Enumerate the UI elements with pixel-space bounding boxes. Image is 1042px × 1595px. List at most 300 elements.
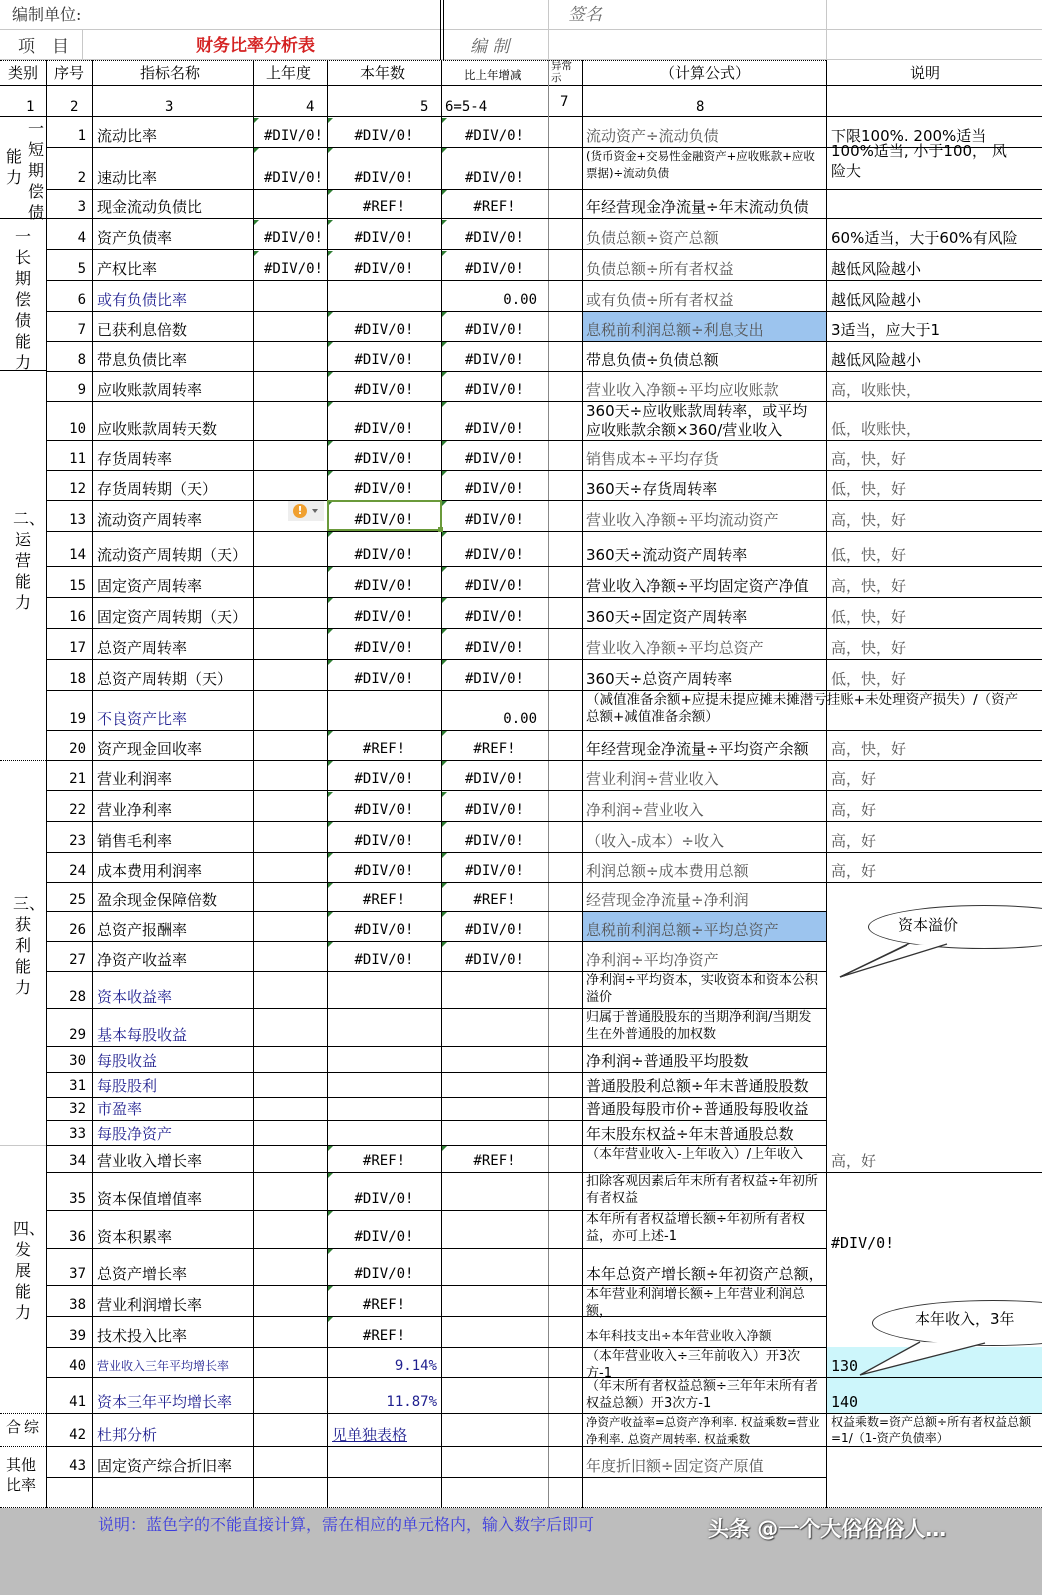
formula-marker-icon bbox=[442, 912, 447, 917]
formula-marker-icon bbox=[442, 118, 447, 123]
row-seq: 37 bbox=[69, 1266, 86, 1282]
row-formula[interactable]: 年度折旧额÷固定资产原值 bbox=[586, 1457, 764, 1475]
formula-marker-icon bbox=[442, 532, 447, 537]
formula-marker-icon bbox=[442, 792, 447, 797]
formula-marker-icon bbox=[442, 629, 447, 634]
formula-marker-icon bbox=[328, 792, 333, 797]
row-this-year[interactable]: #DIV/0! bbox=[354, 322, 414, 338]
row-prev-year[interactable]: #DIV/0! bbox=[263, 230, 323, 246]
row-change[interactable]: #DIV/0! bbox=[464, 863, 524, 879]
colnum-7: 7 bbox=[560, 94, 569, 110]
row-formula[interactable]: （减值准备余额+应提未提应摊未摊潜亏挂账+未处理资产损失）/（资产总额+减值准备余额） bbox=[586, 692, 1019, 725]
row-prev-year[interactable]: #DIV/0! bbox=[263, 128, 323, 144]
footer-note: 说明：蓝色字的不能直接计算，需在相应的单元格内，输入数字后即可 bbox=[98, 1515, 595, 1534]
row-note[interactable]: 高，收账快， bbox=[831, 381, 922, 399]
row-seq: 12 bbox=[69, 481, 86, 497]
row-name[interactable]: 固定资产综合折旧率 bbox=[97, 1457, 233, 1475]
row-change[interactable]: #DIV/0! bbox=[464, 578, 524, 594]
formula-marker-icon bbox=[328, 761, 333, 766]
row-change[interactable]: #DIV/0! bbox=[464, 382, 524, 398]
page-title: 财务比率分析表 bbox=[196, 36, 315, 56]
row-note[interactable]: 越低风险越小 bbox=[831, 291, 922, 309]
row-formula[interactable]: 营业收入净额÷平均固定资产净值 bbox=[586, 577, 809, 595]
row-formula[interactable]: 净利润÷平均资本，实收资本和资本公积溢价 bbox=[586, 973, 818, 1005]
callout-capital-premium-text: 资本溢价 bbox=[898, 916, 959, 934]
row-change[interactable]: #DIV/0! bbox=[464, 640, 524, 656]
row-formula[interactable]: 本年营业利润增长额÷上年营业利润总额， bbox=[586, 1287, 805, 1319]
row-change[interactable]: #DIV/0! bbox=[464, 230, 524, 246]
row-formula[interactable]: 本年所有者权益增长额÷年初所有者权益，亦可上述-1 bbox=[586, 1212, 805, 1244]
row-note[interactable]: 高，快，好 bbox=[831, 450, 907, 468]
row-change[interactable]: #DIV/0! bbox=[464, 128, 524, 144]
row-change[interactable]: #DIV/0! bbox=[464, 547, 524, 563]
col-change: 比上年增减 bbox=[464, 68, 522, 82]
row-seq: 26 bbox=[69, 922, 86, 938]
row-formula[interactable]: 息税前利润总额÷平均总资产 bbox=[586, 921, 779, 939]
row-seq: 24 bbox=[69, 863, 86, 879]
formula-marker-icon bbox=[254, 148, 259, 153]
row-note[interactable]: 低，快，好 bbox=[831, 546, 907, 564]
row-note[interactable]: 下限100%. 200%适当 bbox=[831, 127, 987, 145]
row-this-year[interactable]: #REF! bbox=[362, 1328, 406, 1344]
row-seq: 14 bbox=[69, 547, 86, 563]
row-formula[interactable]: 经营现金净流量÷净利润 bbox=[586, 891, 749, 909]
formula-marker-icon bbox=[442, 822, 447, 827]
row-formula[interactable]: 360天÷固定资产周转率 bbox=[586, 608, 748, 626]
formula-marker-icon bbox=[442, 567, 447, 572]
item-label: 项 目 bbox=[18, 37, 69, 57]
formula-marker-icon bbox=[328, 118, 333, 123]
row-name[interactable]: 市盈率 bbox=[97, 1100, 143, 1118]
formula-marker-icon bbox=[328, 532, 333, 537]
row-seq: 27 bbox=[69, 952, 86, 968]
row-this-year[interactable]: #DIV/0! bbox=[354, 451, 414, 467]
row-note[interactable]: 越低风险越小 bbox=[831, 260, 922, 278]
row-this-year[interactable]: #DIV/0! bbox=[354, 170, 414, 186]
row-note[interactable]: 高，好 bbox=[831, 862, 877, 880]
row-name[interactable]: 不良资产比率 bbox=[97, 710, 188, 728]
row-seq: 1 bbox=[77, 128, 86, 144]
row-formula[interactable]: 360天÷应收账款周转率，或平均应收账款余额×360/营业收入 bbox=[586, 402, 808, 439]
row-formula[interactable]: 年末股东权益÷年末普通股总数 bbox=[586, 1125, 794, 1143]
row-change[interactable]: #DIV/0! bbox=[464, 802, 524, 818]
row-formula[interactable]: (货币资金+交易性金融资产+应收账款+应收票据)÷流动负债 bbox=[586, 149, 815, 180]
formula-marker-icon bbox=[328, 822, 333, 827]
row-change[interactable]: #DIV/0! bbox=[464, 352, 524, 368]
row-note[interactable]: 低，快，好 bbox=[831, 670, 907, 688]
row-note[interactable]: #DIV/0! bbox=[831, 1234, 895, 1252]
row-this-year[interactable]: #REF! bbox=[362, 892, 406, 908]
row-change[interactable]: #DIV/0! bbox=[464, 771, 524, 787]
row-name[interactable]: 或有负债比率 bbox=[97, 291, 188, 309]
row-formula[interactable]: （年末所有者权益总额÷三年年末所有者权益总额）开3次方-1 bbox=[586, 1379, 818, 1411]
row-name[interactable]: 应收账款周转率 bbox=[97, 381, 203, 399]
row-name[interactable]: 营业净利率 bbox=[97, 801, 173, 819]
row-note[interactable]: 60%适当，大于60%有风险 bbox=[831, 229, 1018, 247]
formula-marker-icon bbox=[328, 220, 333, 225]
callout-three-year-text: 本年收入，3年 bbox=[915, 1310, 1015, 1328]
colnum-4: 4 bbox=[306, 99, 315, 115]
row-formula[interactable]: 销售成本÷平均存货 bbox=[586, 450, 719, 468]
formula-marker-icon bbox=[328, 471, 333, 476]
row-seq: 43 bbox=[69, 1458, 86, 1474]
row-name[interactable]: 资本保值增值率 bbox=[97, 1190, 203, 1208]
row-seq: 9 bbox=[77, 382, 86, 398]
row-change[interactable]: #DIV/0! bbox=[464, 170, 524, 186]
formula-marker-icon bbox=[328, 402, 333, 407]
formula-marker-icon bbox=[328, 660, 333, 665]
dupont-link[interactable]: 见单独表格 bbox=[332, 1426, 408, 1444]
formula-marker-icon bbox=[442, 372, 447, 377]
formula-marker-icon bbox=[328, 342, 333, 347]
row-formula[interactable]: （收入-成本）÷收入 bbox=[586, 832, 724, 850]
row-change[interactable]: #DIV/0! bbox=[464, 512, 524, 528]
row-change[interactable]: #DIV/0! bbox=[464, 322, 524, 338]
row-change[interactable]: #DIV/0! bbox=[464, 421, 524, 437]
row-this-year[interactable]: #DIV/0! bbox=[354, 481, 414, 497]
row-note[interactable]: 高，快，好 bbox=[831, 511, 907, 529]
row-seq: 4 bbox=[77, 230, 86, 246]
category-profitability: 三、获利能力 bbox=[13, 894, 46, 997]
fill-handle[interactable] bbox=[438, 527, 443, 532]
row-formula[interactable]: 归属于普通股股东的当期净利润/当期发生在外普通股的加权数 bbox=[586, 1010, 812, 1042]
row-note[interactable]: 低，收账快， bbox=[831, 420, 922, 438]
row-name[interactable]: 每股净资产 bbox=[97, 1125, 173, 1143]
row-this-year[interactable]: #REF! bbox=[362, 1297, 406, 1313]
row-change[interactable]: #DIV/0! bbox=[464, 833, 524, 849]
formula-marker-icon bbox=[442, 148, 447, 153]
row-this-year[interactable]: #DIV/0! bbox=[354, 671, 414, 687]
col-note: 说明 bbox=[910, 64, 941, 82]
row-name[interactable]: 流动资产周转率 bbox=[97, 511, 203, 529]
row-name[interactable]: 基本每股收益 bbox=[97, 1026, 188, 1044]
formula-marker-icon bbox=[328, 942, 333, 947]
row-this-year[interactable]: #DIV/0! bbox=[354, 547, 414, 563]
row-change[interactable]: #REF! bbox=[473, 1153, 516, 1169]
formula-marker-icon bbox=[442, 342, 447, 347]
row-prev-year[interactable]: #DIV/0! bbox=[263, 170, 323, 186]
formula-marker-icon bbox=[328, 1249, 333, 1254]
row-this-year[interactable]: #DIV/0! bbox=[354, 863, 414, 879]
row-formula[interactable]: 年经营现金净流量÷平均资产余额 bbox=[586, 740, 809, 758]
row-formula[interactable]: 年经营现金净流量÷年末流动负债 bbox=[586, 198, 809, 216]
row-this-year[interactable]: #REF! bbox=[362, 741, 406, 757]
unit-label: 编制单位: bbox=[12, 5, 82, 24]
colnum-5: 5 bbox=[420, 99, 429, 115]
row-name[interactable]: 产权比率 bbox=[97, 260, 158, 278]
row-seq: 39 bbox=[69, 1328, 86, 1344]
row-name[interactable]: 流动资产周转期（天） bbox=[97, 546, 248, 564]
row-formula[interactable]: （本年营业收入-上年收入）/上年收入 bbox=[586, 1147, 804, 1162]
row-name[interactable]: 资本收益率 bbox=[97, 988, 173, 1006]
colnum-2: 2 bbox=[70, 99, 79, 115]
row-seq: 18 bbox=[69, 671, 86, 687]
colnum-1: 1 bbox=[26, 99, 35, 115]
row-name[interactable]: 总资产周转率 bbox=[97, 639, 188, 657]
row-seq: 6 bbox=[77, 292, 86, 308]
row-change[interactable]: #REF! bbox=[473, 892, 516, 908]
row-this-year[interactable]: #DIV/0! bbox=[354, 1229, 414, 1245]
formula-marker-icon bbox=[254, 251, 259, 256]
row-formula[interactable]: 负债总额÷所有者权益 bbox=[586, 260, 734, 278]
formula-marker-icon bbox=[328, 1286, 333, 1291]
formula-marker-icon bbox=[328, 1146, 333, 1151]
row-name[interactable]: 现金流动负债比 bbox=[97, 198, 203, 216]
row-this-year[interactable]: #DIV/0! bbox=[354, 230, 414, 246]
formula-marker-icon bbox=[328, 251, 333, 256]
formula-marker-icon bbox=[442, 660, 447, 665]
row-formula[interactable]: 净利润÷平均净资产 bbox=[586, 951, 719, 969]
category-composite: 合综 bbox=[6, 1418, 43, 1436]
formula-marker-icon bbox=[328, 441, 333, 446]
formula-marker-icon bbox=[328, 853, 333, 858]
row-name[interactable]: 带息负债比率 bbox=[97, 351, 188, 369]
row-seq: 40 bbox=[69, 1358, 86, 1374]
row-this-year[interactable]: #REF! bbox=[362, 199, 406, 215]
category-short-term: 一短期偿债 bbox=[27, 119, 44, 222]
row-formula[interactable]: 360天÷存货周转率 bbox=[586, 480, 718, 498]
row-seq: 13 bbox=[69, 512, 86, 528]
row-name[interactable]: 营业收入三年平均增长率 bbox=[97, 1359, 230, 1373]
row-change[interactable]: #DIV/0! bbox=[464, 922, 524, 938]
row-formula[interactable]: 营业收入净额÷平均总资产 bbox=[586, 639, 764, 657]
category-short-term-sub: 能力 bbox=[5, 147, 22, 187]
category-other: 其他比率 bbox=[6, 1456, 37, 1494]
row-change[interactable]: 0.00 bbox=[503, 292, 537, 308]
row-note[interactable]: 高，好 bbox=[831, 770, 877, 788]
row-this-year[interactable]: #DIV/0! bbox=[354, 352, 414, 368]
formula-marker-icon bbox=[442, 501, 447, 506]
row-name[interactable]: 营业利润增长率 bbox=[97, 1296, 203, 1314]
row-name[interactable]: 营业利润率 bbox=[97, 770, 173, 788]
formula-marker-icon bbox=[254, 220, 259, 225]
row-note[interactable]: 越低风险越小 bbox=[831, 351, 922, 369]
row-this-year[interactable]: #DIV/0! bbox=[354, 128, 414, 144]
row-name[interactable]: 杜邦分析 bbox=[97, 1426, 158, 1444]
row-this-year[interactable]: #REF! bbox=[362, 1153, 406, 1169]
row-name[interactable]: 每股股利 bbox=[97, 1077, 158, 1095]
row-seq: 29 bbox=[69, 1027, 86, 1043]
row-name[interactable]: 资产现金回收率 bbox=[97, 740, 203, 758]
formula-marker-icon bbox=[442, 883, 447, 888]
row-seq: 30 bbox=[69, 1053, 86, 1069]
row-name[interactable]: 已获利息倍数 bbox=[97, 321, 188, 339]
row-seq: 10 bbox=[69, 421, 86, 437]
row-note[interactable]: 3适当，应大于1 bbox=[831, 321, 941, 339]
formula-marker-icon bbox=[328, 912, 333, 917]
row-name[interactable]: 总资产周转期（天） bbox=[97, 670, 233, 688]
row-name[interactable]: 资本三年平均增长率 bbox=[97, 1393, 233, 1411]
row-name[interactable]: 存货周转期（天） bbox=[97, 480, 218, 498]
row-this-year[interactable]: #DIV/0! bbox=[354, 922, 414, 938]
chevron-down-icon bbox=[312, 509, 318, 513]
row-formula[interactable]: 普通股股利总额÷年末普通股股数 bbox=[586, 1077, 809, 1095]
row-this-year[interactable]: #DIV/0! bbox=[354, 421, 414, 437]
col-anomaly: 异常示 bbox=[551, 60, 572, 84]
formula-marker-icon bbox=[442, 731, 447, 736]
prepared-label: 编 制 bbox=[470, 37, 510, 57]
row-formula[interactable]: 流动资产÷流动负债 bbox=[586, 127, 719, 145]
formula-marker-icon bbox=[442, 598, 447, 603]
row-formula[interactable]: 带息负债÷负债总额 bbox=[586, 351, 719, 369]
row-name[interactable]: 总资产报酬率 bbox=[97, 921, 188, 939]
row-name[interactable]: 资产负债率 bbox=[97, 229, 173, 247]
row-name[interactable]: 营业收入增长率 bbox=[97, 1152, 203, 1170]
formula-marker-icon bbox=[328, 372, 333, 377]
row-seq: 16 bbox=[69, 609, 86, 625]
category-long-term: 一长期偿债能力 bbox=[14, 227, 31, 372]
colnum-8: 8 bbox=[696, 99, 705, 115]
row-note[interactable]: 高，好 bbox=[831, 1152, 877, 1170]
row-seq: 5 bbox=[77, 261, 86, 277]
row-this-year[interactable]: #DIV/0! bbox=[354, 609, 414, 625]
row-change[interactable]: #DIV/0! bbox=[464, 481, 524, 497]
warning-icon: ! bbox=[293, 504, 307, 518]
formula-marker-icon bbox=[328, 1211, 333, 1216]
row-name[interactable]: 固定资产周转率 bbox=[97, 577, 203, 595]
formula-marker-icon bbox=[442, 1146, 447, 1151]
row-this-year[interactable]: #DIV/0! bbox=[354, 833, 414, 849]
row-change[interactable]: #DIV/0! bbox=[464, 952, 524, 968]
row-this-year[interactable]: #DIV/0! bbox=[354, 771, 414, 787]
row-name[interactable]: 存货周转率 bbox=[97, 450, 173, 468]
formula-marker-icon bbox=[328, 148, 333, 153]
row-formula[interactable]: 净利润÷普通股平均股数 bbox=[586, 1052, 749, 1070]
row-note[interactable]: 130 bbox=[831, 1357, 859, 1375]
category-operating: 二、运营能力 bbox=[13, 509, 46, 612]
row-formula[interactable]: 本年总资产增长额÷年初资产总额， bbox=[586, 1265, 824, 1283]
row-seq: 41 bbox=[69, 1394, 86, 1410]
row-formula[interactable]: 本年科技支出÷本年营业收入净额 bbox=[586, 1328, 772, 1343]
row-seq: 15 bbox=[69, 578, 86, 594]
row-prev-year[interactable]: #DIV/0! bbox=[263, 261, 323, 277]
col-formula: （计算公式） bbox=[660, 64, 751, 82]
row-seq: 19 bbox=[69, 711, 86, 727]
row-name[interactable]: 总资产增长率 bbox=[97, 1265, 188, 1283]
row-change[interactable]: #REF! bbox=[473, 741, 516, 757]
formula-marker-icon bbox=[442, 251, 447, 256]
row-seq: 31 bbox=[69, 1078, 86, 1094]
row-name[interactable]: 速动比率 bbox=[97, 169, 158, 187]
formula-marker-icon bbox=[442, 853, 447, 858]
formula-marker-icon bbox=[254, 118, 259, 123]
col-prev-year: 上年度 bbox=[266, 64, 312, 82]
row-formula[interactable]: （本年营业收入÷三年前收入）开3次方-1 bbox=[586, 1349, 801, 1381]
sign-label: 签名 bbox=[568, 5, 602, 25]
row-formula[interactable]: 净资产收益率=总资产净利率. 权益乘数=营业净利率. 总资产周转率. 权益乘数 bbox=[586, 1415, 820, 1446]
row-formula[interactable]: 或有负债÷所有者权益 bbox=[586, 291, 734, 309]
formula-marker-icon bbox=[328, 567, 333, 572]
row-formula[interactable]: 息税前利润总额÷利息支出 bbox=[586, 321, 764, 339]
row-change[interactable]: #DIV/0! bbox=[464, 671, 524, 687]
row-name[interactable]: 成本费用利润率 bbox=[97, 862, 203, 880]
row-name[interactable]: 技术投入比率 bbox=[97, 1327, 188, 1345]
row-seq: 21 bbox=[69, 771, 86, 787]
row-note[interactable]: 高，快，好 bbox=[831, 740, 907, 758]
row-note[interactable]: 100%适当, 小于100， 风险大 bbox=[831, 142, 1007, 180]
row-this-year[interactable]: #DIV/0! bbox=[354, 1266, 414, 1282]
row-formula[interactable]: 营业收入净额÷平均应收账款 bbox=[586, 381, 779, 399]
row-formula[interactable]: 负债总额÷资产总额 bbox=[586, 229, 719, 247]
row-seq: 34 bbox=[69, 1153, 86, 1169]
formula-marker-icon bbox=[442, 312, 447, 317]
selected-cell[interactable] bbox=[327, 500, 442, 531]
row-name[interactable]: 流动比率 bbox=[97, 127, 158, 145]
row-name[interactable]: 盈余现金保障倍数 bbox=[97, 891, 218, 909]
row-name[interactable]: 每股收益 bbox=[97, 1052, 158, 1070]
row-note[interactable]: 140 bbox=[831, 1393, 859, 1411]
error-smart-tag[interactable] bbox=[288, 501, 324, 521]
row-seq: 42 bbox=[69, 1427, 86, 1443]
row-change[interactable]: 0.00 bbox=[503, 711, 537, 727]
row-formula[interactable]: 利润总额÷成本费用总额 bbox=[586, 862, 749, 880]
row-name[interactable]: 销售毛利率 bbox=[97, 832, 173, 850]
row-seq: 23 bbox=[69, 833, 86, 849]
colnum-3: 3 bbox=[165, 99, 174, 115]
row-seq: 25 bbox=[69, 892, 86, 908]
row-seq: 3 bbox=[77, 199, 86, 215]
row-this-year[interactable]: #DIV/0! bbox=[354, 578, 414, 594]
row-note[interactable]: 高，快，好 bbox=[831, 639, 907, 657]
row-note[interactable]: 高，好 bbox=[831, 832, 877, 850]
colnum-6: 6=5-4 bbox=[445, 99, 488, 115]
row-this-year[interactable]: #DIV/0! bbox=[354, 512, 414, 528]
row-name[interactable]: 资本积累率 bbox=[97, 1228, 173, 1246]
row-this-year[interactable]: 11.87% bbox=[386, 1394, 437, 1410]
row-formula[interactable]: 营业收入净额÷平均流动资产 bbox=[586, 511, 779, 529]
row-change[interactable]: #DIV/0! bbox=[464, 609, 524, 625]
row-this-year[interactable]: #DIV/0! bbox=[354, 1191, 414, 1207]
formula-marker-icon bbox=[328, 312, 333, 317]
row-note[interactable]: 高，快，好 bbox=[831, 577, 907, 595]
row-formula[interactable]: 360天÷总资产周转率 bbox=[586, 670, 733, 688]
row-seq: 22 bbox=[69, 802, 86, 818]
row-change[interactable]: #REF! bbox=[473, 199, 516, 215]
row-name[interactable]: 净资产收益率 bbox=[97, 951, 188, 969]
row-note[interactable]: 低，快，好 bbox=[831, 608, 907, 626]
row-formula[interactable]: 净利润÷营业收入 bbox=[586, 801, 704, 819]
row-formula[interactable]: 普通股每股市价÷普通股每股收益 bbox=[586, 1100, 809, 1118]
row-seq: 8 bbox=[77, 352, 86, 368]
formula-marker-icon bbox=[442, 942, 447, 947]
formula-marker-icon bbox=[328, 883, 333, 888]
row-this-year[interactable]: #DIV/0! bbox=[354, 382, 414, 398]
row-seq: 38 bbox=[69, 1297, 86, 1313]
formula-marker-icon bbox=[442, 471, 447, 476]
row-note[interactable]: 低，快，好 bbox=[831, 480, 907, 498]
row-seq: 2 bbox=[77, 170, 86, 186]
formula-marker-icon bbox=[442, 402, 447, 407]
formula-marker-icon bbox=[328, 1317, 333, 1322]
formula-marker-icon bbox=[442, 761, 447, 766]
row-formula[interactable]: 营业利润÷营业收入 bbox=[586, 770, 719, 788]
row-change[interactable]: #DIV/0! bbox=[464, 451, 524, 467]
row-note[interactable]: 高，好 bbox=[831, 801, 877, 819]
row-name[interactable]: 固定资产周转期（天） bbox=[97, 608, 248, 626]
row-formula[interactable]: 360天÷流动资产周转率 bbox=[586, 546, 748, 564]
row-change[interactable]: #DIV/0! bbox=[464, 261, 524, 277]
row-this-year[interactable]: #DIV/0! bbox=[354, 640, 414, 656]
formula-marker-icon bbox=[328, 731, 333, 736]
row-this-year[interactable]: #DIV/0! bbox=[354, 802, 414, 818]
row-note[interactable]: 权益乘数=资产总额÷所有者权益总额=1/（1-资产负债率） bbox=[831, 1415, 1032, 1445]
row-this-year[interactable]: #DIV/0! bbox=[354, 952, 414, 968]
row-this-year[interactable]: #DIV/0! bbox=[354, 261, 414, 277]
row-formula[interactable]: 扣除客观因素后年末所有者权益÷年初所有者权益 bbox=[586, 1174, 818, 1206]
row-this-year[interactable]: 9.14% bbox=[394, 1358, 437, 1374]
row-seq: 35 bbox=[69, 1191, 86, 1207]
row-name[interactable]: 应收账款周转天数 bbox=[97, 420, 218, 438]
